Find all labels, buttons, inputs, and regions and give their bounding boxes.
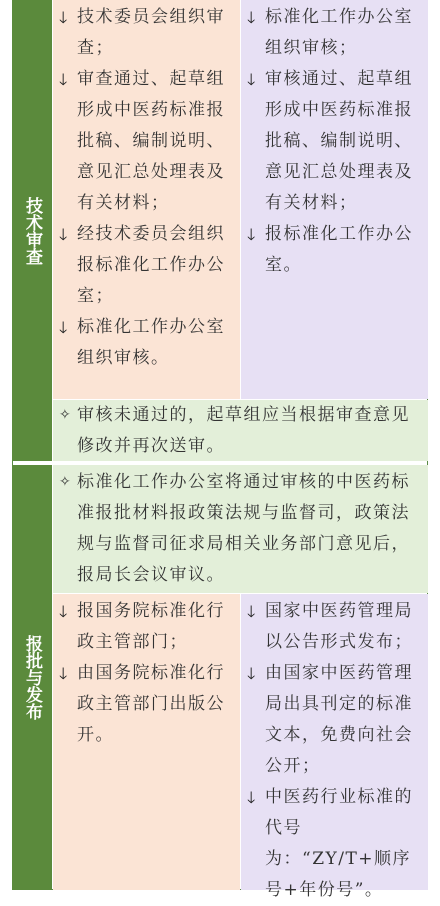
down-arrow-icon: 🡓 xyxy=(247,788,257,807)
down-arrow-icon: 🡓 xyxy=(59,70,69,89)
down-arrow-icon: 🡓 xyxy=(247,70,257,89)
down-arrow-icon: 🡓 xyxy=(59,225,69,244)
diamond-icon: ✧ xyxy=(59,474,73,490)
section-label-approval-release xyxy=(12,465,52,890)
list-item: 🡓 中医药行业标准的代号为：“ZY/T+顺序号+年份号”。 xyxy=(247,782,426,906)
diamond-icon: ✧ xyxy=(59,407,73,423)
down-arrow-icon: 🡓 xyxy=(247,602,257,621)
section-label-text: 技术审查 xyxy=(22,196,42,265)
approval-release-left-column xyxy=(53,594,240,890)
list-item: 🡓 由国家中医药管理局出具刊定的标准文本，免费向社会公开； xyxy=(247,658,426,782)
approval-release-note xyxy=(53,465,428,593)
list-item: 🡓 经技术委员会组织报标准化工作办公室； xyxy=(59,219,238,312)
section-label-text: 报批与发布 xyxy=(22,635,42,720)
down-arrow-icon: 🡓 xyxy=(59,8,69,27)
note-item: ✧ 审核未通过的，起草组应当根据审查意见修改并再次送审。 xyxy=(59,400,426,462)
list-item: 🡓 标准化工作办公室组织审核。 xyxy=(59,312,238,374)
list-item: 🡓 审核通过、起草组形成中医药标准报批稿、编制说明、意见汇总处理表及有关材料； xyxy=(247,64,426,219)
list-item: 🡓 报国务院标准化行政主管部门； xyxy=(59,596,238,658)
down-arrow-icon: 🡓 xyxy=(59,318,69,337)
list-item: 🡓 技术委员会组织审查； xyxy=(59,2,238,64)
list-item: 🡓 标准化工作办公室组织审核； xyxy=(247,2,426,64)
technical-review-right-column xyxy=(241,0,428,399)
technical-review-left-column xyxy=(53,0,240,399)
down-arrow-icon: 🡓 xyxy=(59,602,69,621)
list-item: 🡓 由国务院标准化行政主管部门出版公开。 xyxy=(59,658,238,751)
approval-release-right-column xyxy=(241,594,428,900)
down-arrow-icon: 🡓 xyxy=(59,664,69,683)
technical-review-note xyxy=(53,400,428,461)
list-item: 🡓 报标准化工作办公室。 xyxy=(247,219,426,281)
note-item: ✧ 标准化工作办公室将通过审核的中医药标准报批材料报政策法规与监督司，政策法规与监督司征求局相关业务部门意见后，报局长会议审议。 xyxy=(59,467,426,591)
section-label-technical-review xyxy=(12,0,52,461)
down-arrow-icon: 🡓 xyxy=(247,664,257,683)
list-item: 🡓 审查通过、起草组形成中医药标准报批稿、编制说明、意见汇总处理表及有关材料； xyxy=(59,64,238,219)
down-arrow-icon: 🡓 xyxy=(247,225,257,244)
down-arrow-icon: 🡓 xyxy=(247,8,257,27)
list-item: 🡓 国家中医药管理局以公告形式发布； xyxy=(247,596,426,658)
